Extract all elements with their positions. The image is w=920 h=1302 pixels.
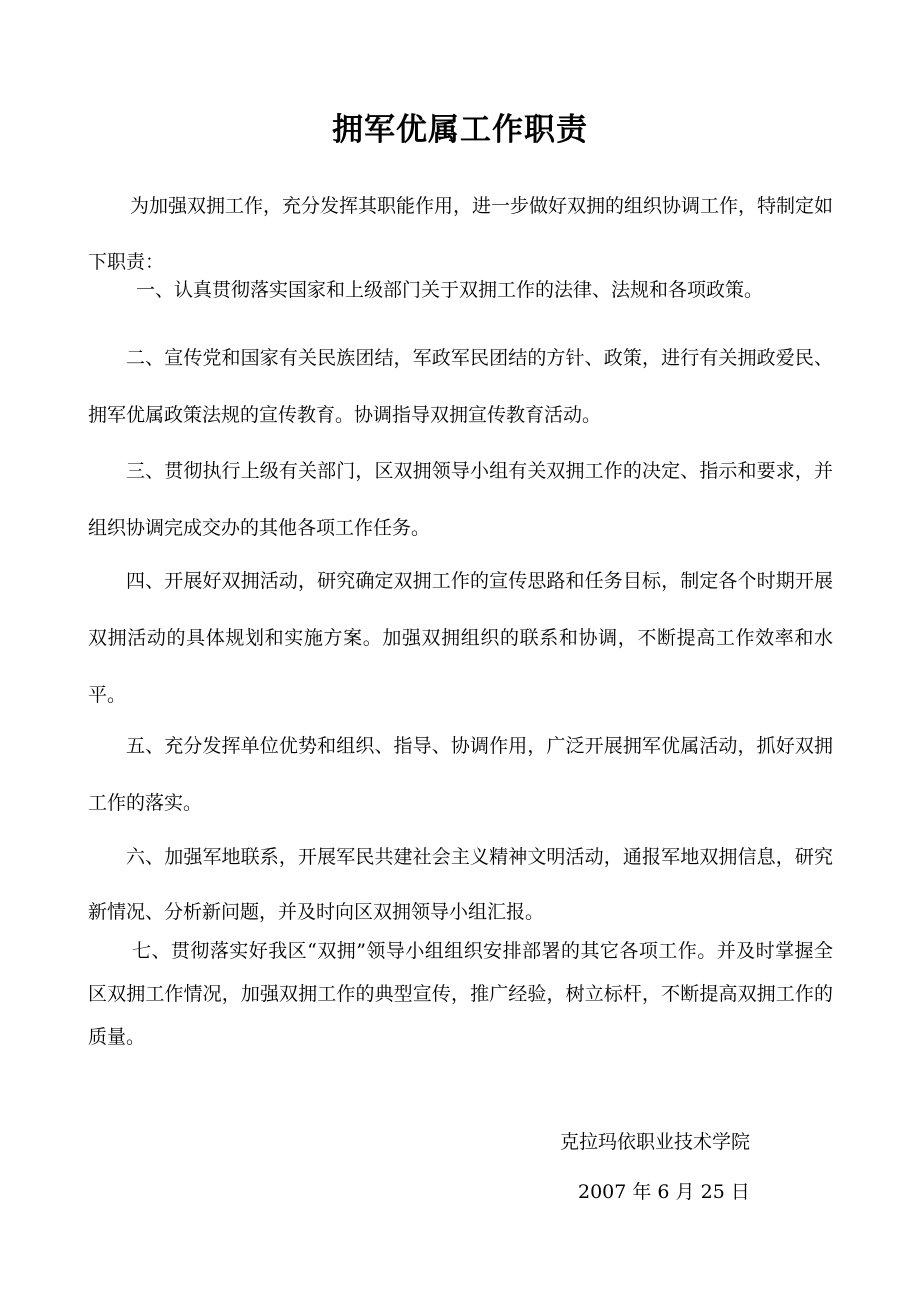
- duty-item-3: 三、贯彻执行上级有关部门，区双拥领导小组有关双拥工作的决定、指示和要求，并组织协调完成交办的其他各项工作任务。: [88, 460, 833, 539]
- document-title: 拥军优属工作职责: [332, 112, 588, 148]
- signature-date: 2007 年 6 月 25 日: [578, 1181, 750, 1203]
- duty-item-5: 五、充分发挥单位优势和组织、指导、协调作用，广泛开展拥军优属活动，抓好双拥工作的落实。: [88, 735, 833, 814]
- intro-paragraph: 为加强双拥工作，充分发挥其职能作用，进一步做好双拥的组织协调工作，特制定如下职责：: [88, 195, 834, 273]
- duty-item-1: 一、认真贯彻落实国家和上级部门关于双拥工作的法律、法规和各项政策。: [136, 279, 764, 301]
- signature-organization: 克拉玛依职业技术学院: [560, 1131, 751, 1153]
- duty-item-6: 六、加强军地联系，开展军民共建社会主义精神文明活动，通报军地双拥信息，研究新情况、分析新问题，并及时向区双拥领导小组汇报。: [88, 846, 833, 923]
- duty-item-2: 二、宣传党和国家有关民族团结，军政军民团结的方针、政策，进行有关拥政爱民、拥军优属政策法规的宣传教育。协调指导双拥宣传教育活动。: [88, 347, 833, 426]
- duty-item-4: 四、开展好双拥活动，研究确定双拥工作的宣传思路和任务目标，制定各个时期开展双拥活动的具体规划和实施方案。加强双拥组织的联系和协调，不断提高工作效率和水平。: [88, 570, 833, 706]
- duty-item-7: 七、贯彻落实好我区“双拥”领导小组组织安排部署的其它各项工作。并及时掌握全区双拥工作情况，加强双拥工作的典型宣传，推广经验，树立标杆，不断提高双拥工作的质量。: [88, 940, 833, 1048]
